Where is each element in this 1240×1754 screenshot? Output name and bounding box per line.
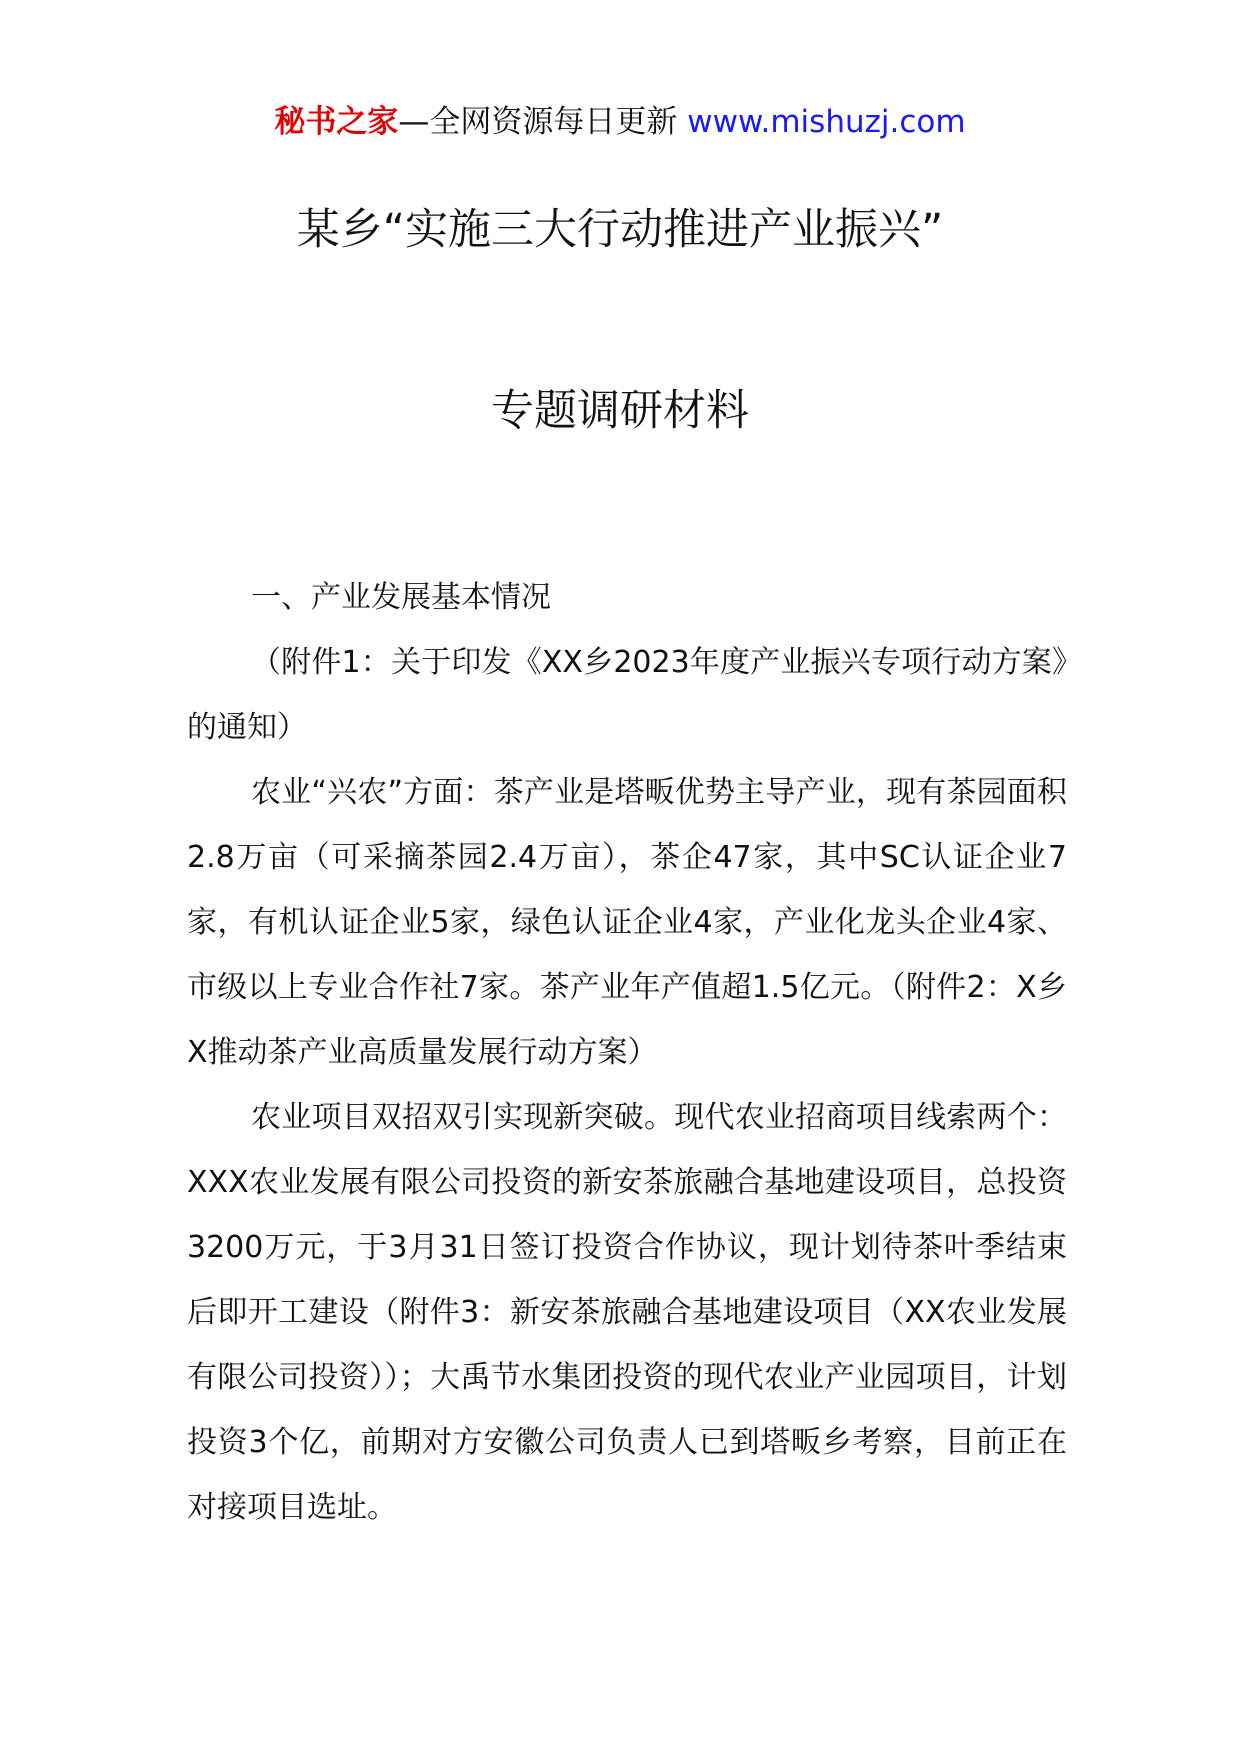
document-subtitle: 专题调研材料 — [491, 386, 749, 436]
site-slogan: —全网资源每日更新 — [398, 104, 688, 140]
body-paragraph: 农业项目双招双引实现新突破。现代农业招商项目线索两个：XXX农业发展有限公司投资的新安茶旅融合基地建设项目，总投资3200万元，于3月31日签订投资合作协议，现计划待茶叶季结束后即开工建设（附件3：新安茶旅融合基地建设项目（XX农业发展有限公司投资））；大禹节水集团投资的现代农业产业园项目，计划投资3个亿，前期对方安徽公司负责人已到塔畈乡考察，目前正在对接项目选址。 — [187, 1100, 1067, 1525]
document-body — [187, 565, 1067, 1540]
site-header — [0, 100, 1240, 144]
body-paragraph: 农业“兴农”方面：茶产业是塔畈优势主导产业，现有茶园面积2.8万亩（可采摘茶园2.4万亩），茶企47家，其中SC认证企业7家，有机认证企业5家，绿色认证企业4家，产业化龙头企业4家、市级以上专业合作社7家。茶产业年产值超1.5亿元。（附件2：X乡X推动茶产业高质量发展行动方案） — [187, 775, 1067, 1070]
section-heading: 一、产业发展基本情况 — [251, 580, 551, 615]
document-title: 某乡“实施三大行动推进产业振兴” — [296, 205, 944, 255]
site-brand: 秘书之家 — [274, 104, 399, 140]
attachment-note: （附件1：关于印发《XX乡2023年度产业振兴专项行动方案》的通知） — [187, 645, 1067, 745]
site-url-link[interactable]: www.mishuzj.com — [687, 104, 966, 140]
